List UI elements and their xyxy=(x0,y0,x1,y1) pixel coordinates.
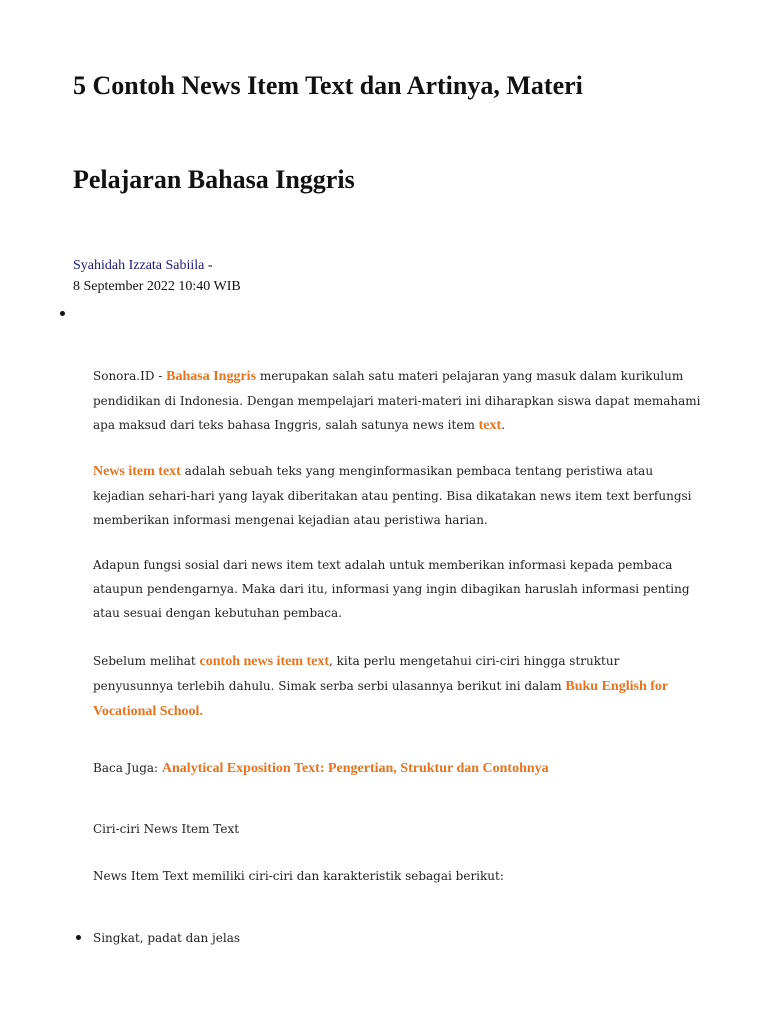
before-prefix: Sebelum melihat xyxy=(93,654,200,668)
intro-text: merupakan salah satu materi pelajaran yang masuk dalam kurikulum pendidikan di Indonesia. Dengan mempelajari materi-materi ini diharapkan siswa dapat memahami apa maksud dari teks bahasa Inggris, salah satunya news item xyxy=(93,369,701,432)
contoh-news-item-text-link[interactable]: contoh news item text xyxy=(199,654,330,669)
paragraph-definition xyxy=(93,459,703,532)
read-also-prefix: Baca Juga: xyxy=(93,761,162,775)
paragraph-function: Adapun fungsi sosial dari news item text adalah untuk memberikan informasi kepada pembaca ataupun pendengarnya. Maka dari itu, informasi yang ingin dibagikan haruslah informasi penting atau sesuai dengan kebutuhan pembaca. xyxy=(93,558,690,620)
before-text: , kita perlu mengetahui ciri-ciri hingga struktur penyusunnya terlebih dahulu. Simak serba serbi ulasannya berikut ini dalam xyxy=(93,654,620,693)
definition-text: adalah sebuah teks yang menginformasikan pembaca tentang peristiwa atau kejadian sehari-hari yang layak diberitakan atau penting. Bisa dikatakan news item text berfungsi memberikan informasi mengenai kejadian atau peristiwa harian. xyxy=(93,464,692,527)
author-link[interactable]: Syahidah Izzata Sabiila xyxy=(73,258,205,273)
read-also xyxy=(93,756,703,781)
section-heading-ciri-ciri: Ciri-ciri News Item Text xyxy=(93,822,240,836)
paragraph-before-example xyxy=(93,649,703,724)
article-meta xyxy=(73,255,241,297)
intro-end: . xyxy=(501,418,506,432)
paragraph-ciri-ciri-intro: News Item Text memiliki ciri-ciri dan karakteristik sebagai berikut: xyxy=(93,869,504,883)
publish-date: 8 September 2022 10:40 WIB xyxy=(73,279,241,294)
text-link[interactable]: text xyxy=(478,418,502,433)
source-prefix: Sonora.ID - xyxy=(93,369,167,383)
empty-bullet xyxy=(60,311,65,316)
list-item: Singkat, padat dan jelas xyxy=(93,931,241,945)
article-title-line-1: 5 Contoh News Item Text dan Artinya, Materi xyxy=(73,71,583,100)
news-item-text-link[interactable]: News item text xyxy=(93,464,181,479)
analytical-exposition-link[interactable]: Analytical Exposition Text: Pengertian, Struktur dan Contohnya xyxy=(161,761,549,776)
paragraph-intro xyxy=(93,364,703,438)
article-title-line-2: Pelajaran Bahasa Inggris xyxy=(73,165,355,194)
bahasa-inggris-link[interactable]: Bahasa Inggris xyxy=(166,369,257,384)
author-separator: - xyxy=(204,258,213,273)
buku-english-link[interactable]: Buku English for Vocational School. xyxy=(93,679,668,719)
list-bullet xyxy=(76,935,81,940)
